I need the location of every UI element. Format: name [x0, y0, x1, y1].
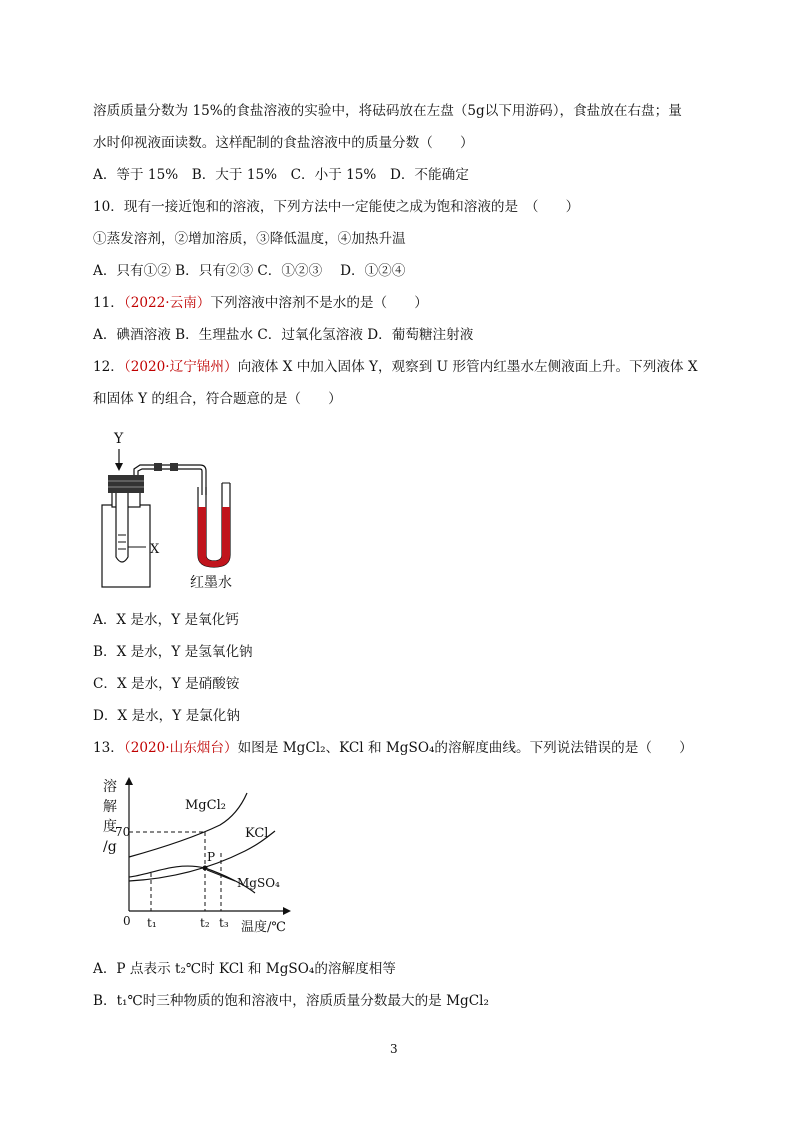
q13-stem	[93, 738, 693, 758]
fig-x-label: X	[150, 542, 160, 557]
solubility-chart	[95, 775, 305, 940]
q9-stem-line1: 溶质质量分数为 15%的食盐溶液的实验中，将砝码放在左盘（5g以下用游码），食盐放在右盘；量	[93, 103, 682, 119]
xtick-t2: t₂	[200, 916, 210, 930]
point-p	[203, 866, 208, 871]
series-mgcl2-label: MgCl₂	[185, 798, 226, 813]
point-p-label: P	[207, 850, 216, 864]
ylabel-char-4: /g	[103, 839, 117, 855]
q10-stem: 10．现有一接近饱和的溶液，下列方法中一定能使之成为饱和溶液的是 （ ）	[93, 199, 580, 215]
q9-options: A．等于 15% B．大于 15% C．小于 15% D．不能确定	[93, 167, 469, 183]
page-number: 3	[390, 1042, 398, 1056]
q12-number: 12．	[93, 359, 124, 375]
xtick-t1: t₁	[147, 916, 157, 930]
q13-text: 如图是 MgCl₂、KCl 和 MgSO₄的溶解度曲线。下列说法错误的是（ ）	[237, 740, 693, 756]
fig-y-label: Y	[114, 431, 124, 447]
q9-stem-line2: 水时仰视液面读数。这样配制的食盐溶液中的质量分数（ ）	[93, 135, 474, 151]
q12-option-c: C．X 是水，Y 是硝酸铵	[93, 676, 240, 692]
series-kcl-label: KCl	[245, 826, 269, 841]
q12-stem-line2: 和固体 Y 的组合，符合题意的是（ ）	[93, 391, 342, 407]
q12-source: （2020·辽宁锦州）	[123, 359, 238, 375]
q10-items: ①蒸发溶剂，②增加溶质，③降低温度，④加热升温	[93, 231, 406, 247]
q11-text: 下列溶液中溶剂不是水的是（ ）	[210, 295, 428, 311]
q10-options: A．只有①② B．只有②③ C．①②③ D．①②④	[93, 263, 406, 279]
q12-option-a: A．X 是水，Y 是氧化钙	[93, 612, 239, 628]
ytick-70: 70	[115, 825, 131, 839]
q13-option-a: A．P 点表示 t₂℃时 KCl 和 MgSO₄的溶解度相等	[93, 961, 396, 977]
xlabel: 温度/℃	[241, 920, 286, 935]
q11-source: （2022·云南）	[123, 295, 211, 311]
q11-number: 11．	[93, 295, 124, 311]
ylabel-char-1: 溶	[103, 779, 117, 795]
q12-stem	[93, 357, 698, 377]
q12-option-b: B．X 是水，Y 是氢氧化钠	[93, 644, 253, 660]
q11-stem	[93, 293, 428, 313]
q12-apparatus-figure	[90, 425, 260, 595]
q13-option-b: B．t₁℃时三种物质的饱和溶液中，溶质质量分数最大的是 MgCl₂	[93, 993, 489, 1009]
q13-number: 13．	[93, 740, 124, 756]
xtick-t3: t₃	[219, 916, 229, 930]
series-mgso4-label: MgSO₄	[237, 876, 280, 890]
q12-option-d: D．X 是水，Y 是氯化钠	[93, 708, 240, 724]
q11-options: A．碘酒溶液 B．生理盐水 C．过氧化氢溶液 D．葡萄糖注射液	[93, 327, 474, 343]
origin-label: 0	[123, 914, 131, 928]
fig-caption: 红墨水	[190, 575, 232, 591]
q13-source: （2020·山东烟台）	[123, 740, 238, 756]
ylabel-char-3: 度	[103, 819, 117, 835]
ylabel-char-2: 解	[103, 799, 117, 815]
q12-text: 向液体 X 中加入固体 Y，观察到 U 形管内红墨水左侧液面上升。下列液体 X	[237, 359, 698, 375]
